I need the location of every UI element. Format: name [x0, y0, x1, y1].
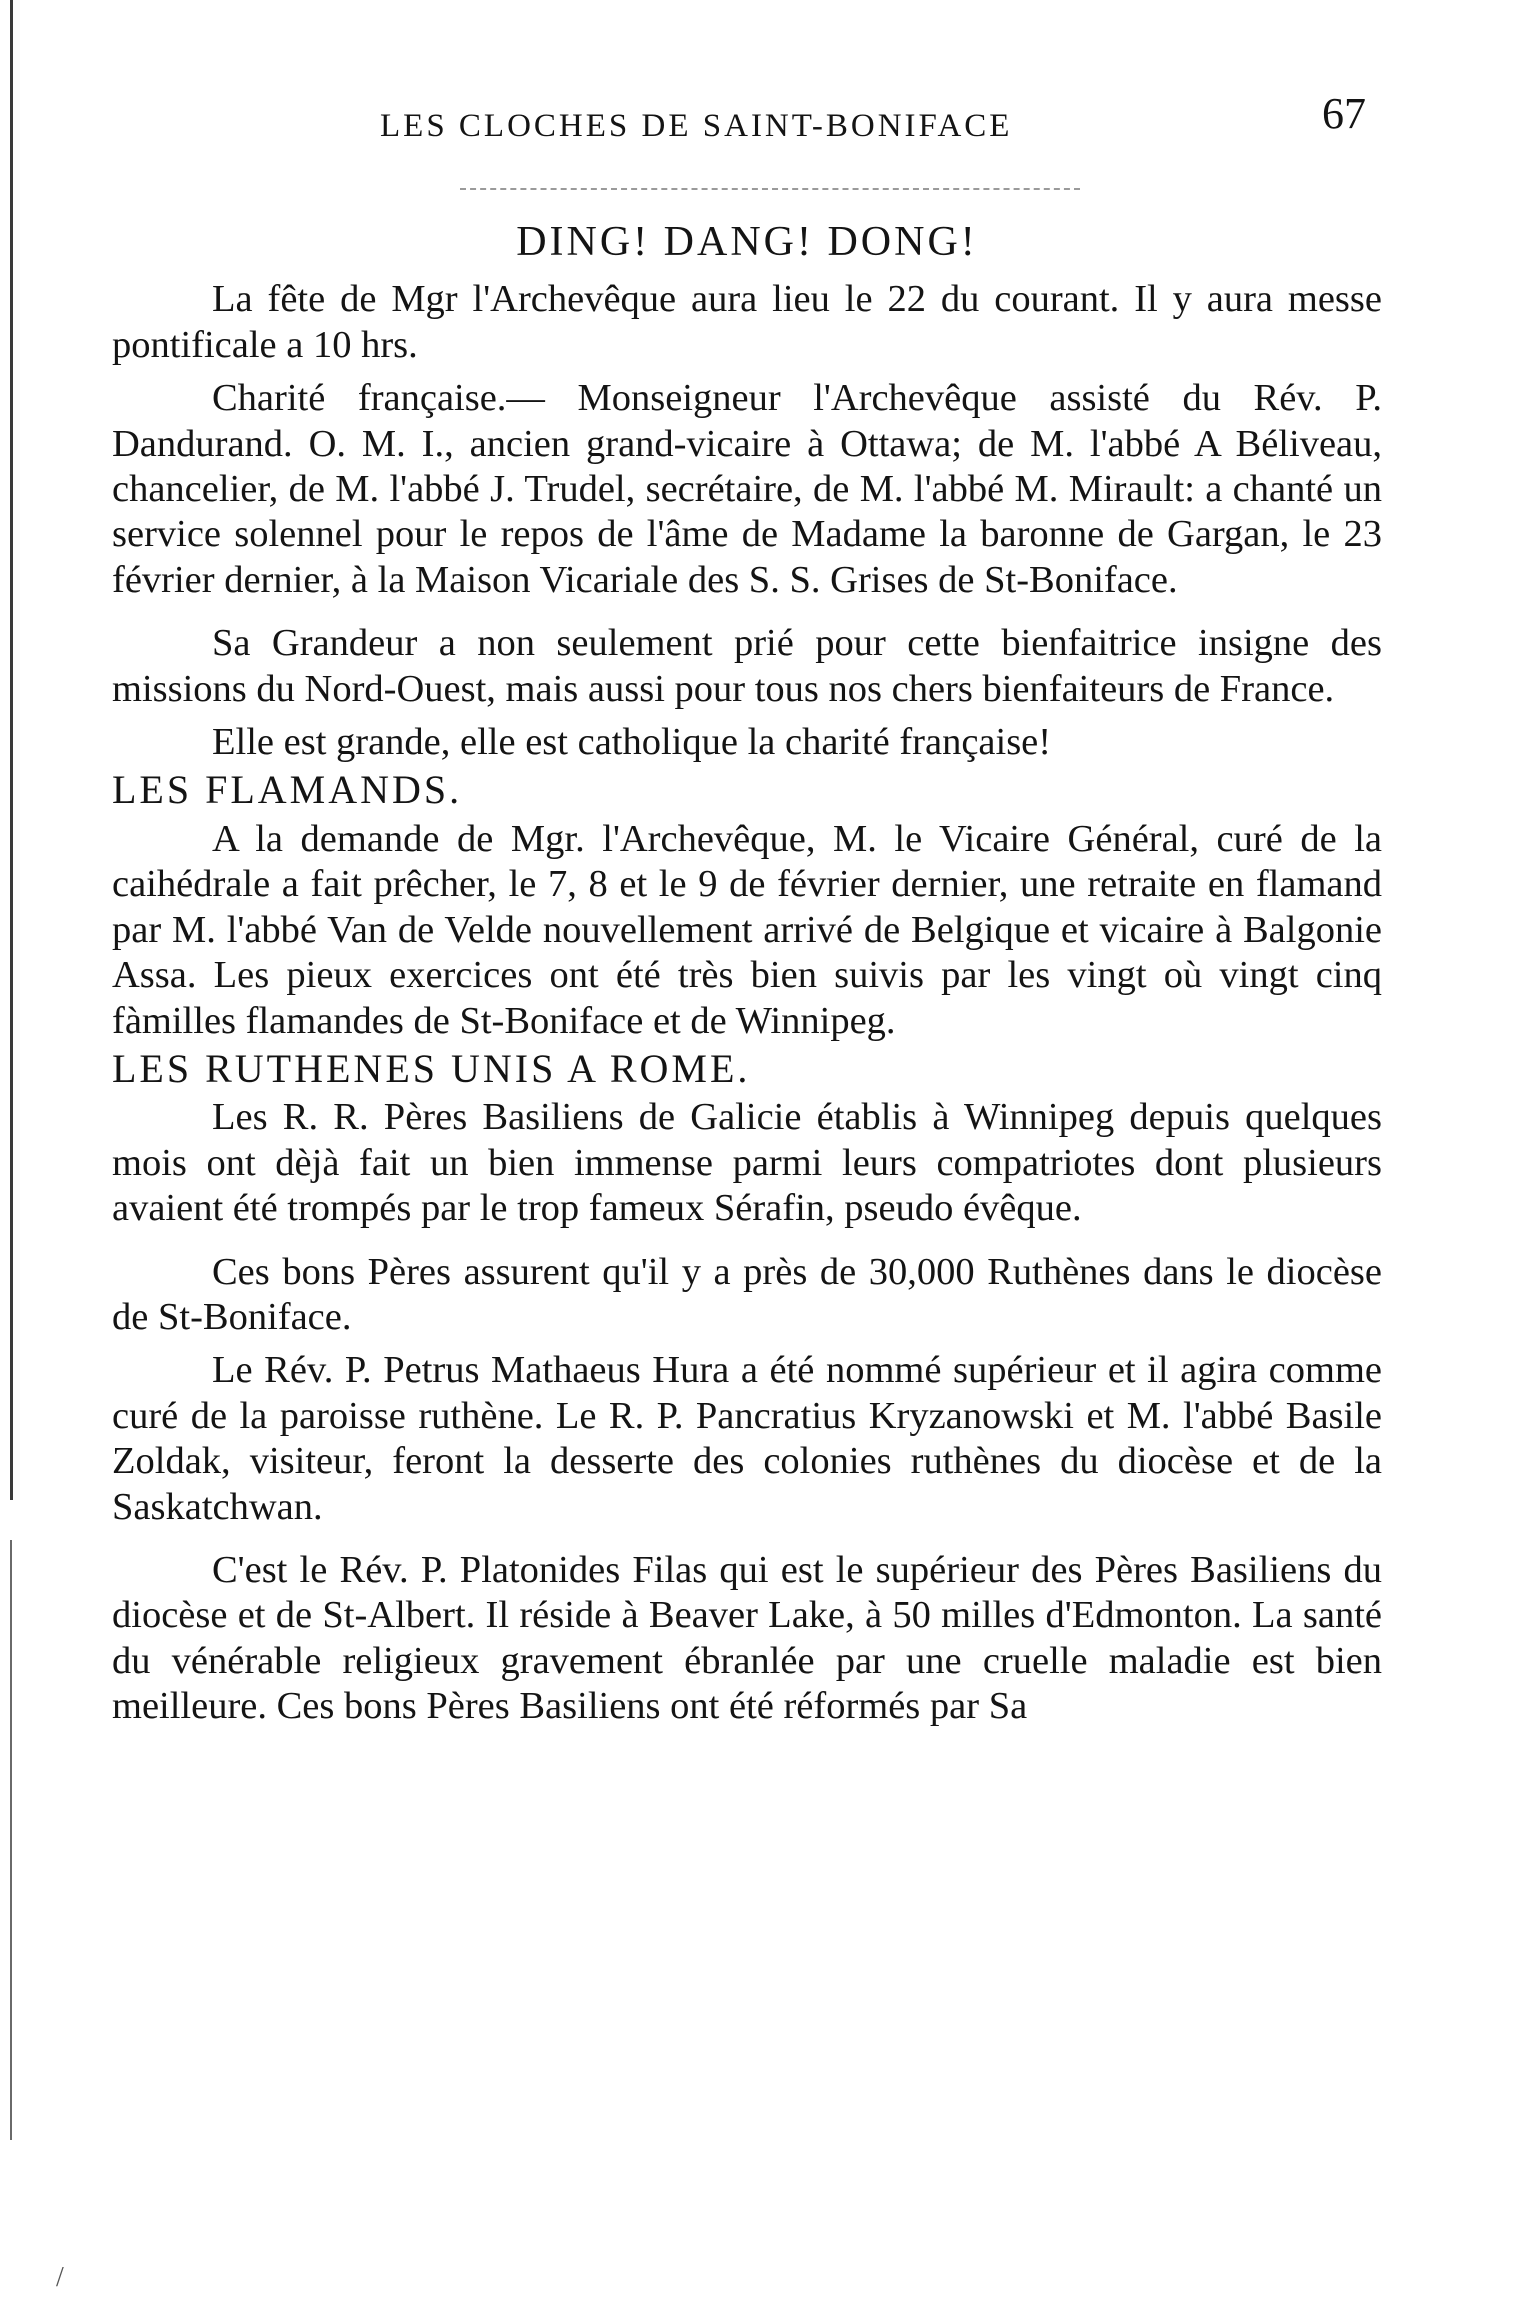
article-title: DING! DANG! DONG!	[516, 219, 978, 265]
page-edge-shadow-lower	[10, 1540, 12, 2140]
section-heading-ruthenes: LES RUTHENES UNIS A ROME.	[112, 1045, 751, 1091]
page-edge-shadow	[10, 0, 13, 1500]
paragraph-grandeur: Sa Grandeur a non seulement prié pour cette bienfaitrice insigne des missions du Nord-Ouest, mais aussi pour tous nos chers bienfaiteurs de France.	[112, 622, 1382, 710]
paragraph-flamands: A la demande de Mgr. l'Archevêque, M. le Vicaire Général, curé de la caihédrale a fait prêcher, le 7, 8 et le 9 de février dernier, une retraite en flamand par M. l'abbé Van de Velde nouvellement arrivé de Belgique et vicaire à Balgonie Assa. Les pieux exercices ont été très bien suivis par les vingt où vingt cinq fàmilles flamandes de St-Boniface et de Winnipeg.	[112, 817, 1382, 1042]
paragraph-charite: Charité française.— Monseigneur l'Archevêque assisté du Rév. P. Dandurand. O. M. I., ancien grand-vicaire à Ottawa; de M. l'abbé A Béliveau, chancelier, de M. l'abbé J. Trudel, secrétaire, de M. l'abbé M. Mirault: a chanté un service solennel pour le repos de l'âme de Madame la baronne de Gargan, le 23 février dernier, à la Maison Vicariale des S. S. Grises de St-Boniface.	[112, 377, 1382, 601]
running-head: LES CLOCHES DE SAINT-BONIFACE	[380, 108, 1013, 144]
paragraph-ruthenes-count: Ces bons Pères assurent qu'il y a près de 30,000 Ruthènes dans le diocèse de St-Boniface.	[112, 1250, 1382, 1338]
page-number: 67	[1322, 89, 1366, 138]
paragraph-filas: C'est le Rév. P. Platonides Filas qui est le supérieur des Pères Basiliens du diocèse et de St-Albert. Il réside à Beaver Lake, à 50 milles d'Edmonton. La santé du vénérable religieux gravement ébranlée par une cruelle maladie est bien meilleure. Ces bons Pères Basiliens ont été réformés par Sa	[112, 1548, 1382, 1728]
section-heading-flamands: LES FLAMANDS.	[112, 767, 463, 813]
paragraph-basiliens: Les R. R. Pères Basiliens de Galicie établis à Winnipeg depuis quelques mois ont dèjà fait un bien immense parmi leurs compatriotes dont plusieurs avaient été trompés par le trop fameux Sérafin, pseudo évêque.	[112, 1096, 1382, 1230]
paragraph-elle: Elle est grande, elle est catholique la charité française!	[212, 721, 1052, 764]
paragraph-hura: Le Rév. P. Petrus Mathaeus Hura a été nommé supérieur et il agira comme curé de la paroisse ruthène. Le R. P. Pancratius Kryzanowski et M. l'abbé Basile Zoldak, visiteur, feront la desserte des colonies ruthènes du diocèse et de la Saskatchwan.	[112, 1349, 1382, 1528]
stray-mark: /	[56, 2262, 64, 2293]
header-divider	[460, 188, 1080, 190]
page-body	[112, 210, 1382, 1730]
paragraph-fete: La fête de Mgr l'Archevêque aura lieu le 22 du courant. Il y aura messe pontificale a 10 hrs.	[112, 278, 1382, 366]
